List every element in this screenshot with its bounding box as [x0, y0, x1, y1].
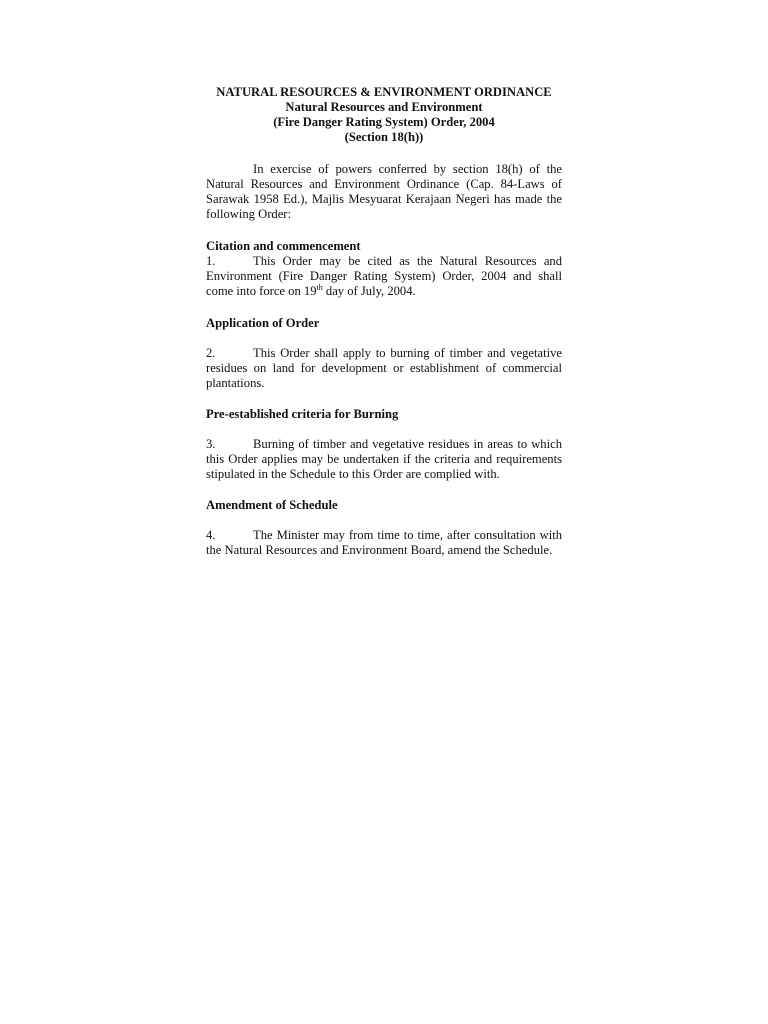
order-subtitle-2: (Fire Danger Rating System) Order, 2004 — [273, 115, 495, 129]
section-2-text: This Order shall apply to burning of timber and vegetative residues on land for development or establishment of commercial plantations. — [206, 346, 562, 390]
section-3-title: Pre-established criteria for Burning — [206, 407, 399, 421]
section-4-paragraph — [206, 528, 562, 558]
document-body — [206, 85, 562, 558]
section-1-text-end: day of July, 2004. — [322, 284, 416, 298]
ordinance-title: NATURAL RESOURCES & ENVIRONMENT ORDINANCE — [216, 85, 552, 99]
section-3-text: Burning of timber and vegetative residues in areas to which this Order applies may be undertaken if the criteria and requirements stipulated in the Schedule to this Order are complied with. — [206, 437, 562, 481]
document-heading — [206, 85, 562, 145]
section-3-paragraph — [206, 437, 562, 482]
order-subtitle-3: (Section 18(h)) — [344, 130, 424, 144]
section-1-number: 1. — [206, 254, 216, 268]
section-4-text: The Minister may from time to time, after consultation with the Natural Resources and Environment Board, amend the Schedule. — [206, 528, 562, 557]
preamble-paragraph: In exercise of powers conferred by section 18(h) of the Natural Resources and Environment Ordinance (Cap. 84-Laws of Sarawak 1958 Ed.), Majlis Mesyuarat Kerajaan Negeri has made the following Order: — [206, 162, 562, 221]
section-2-number: 2. — [206, 346, 216, 360]
section-3-number: 3. — [206, 437, 216, 451]
order-subtitle-1: Natural Resources and Environment — [285, 100, 483, 114]
section-1-paragraph — [206, 254, 562, 299]
section-2-title: Application of Order — [206, 316, 320, 330]
section-4-number: 4. — [206, 528, 216, 542]
section-2-paragraph — [206, 346, 562, 391]
section-1-superscript: th — [316, 282, 323, 292]
section-1-title: Citation and commencement — [206, 239, 361, 253]
section-4-title: Amendment of Schedule — [206, 498, 338, 512]
section-1-text: This Order may be cited as the Natural Resources and Environment (Fire Danger Rating System) Order, 2004 and shall come into force on 19 — [206, 254, 562, 298]
